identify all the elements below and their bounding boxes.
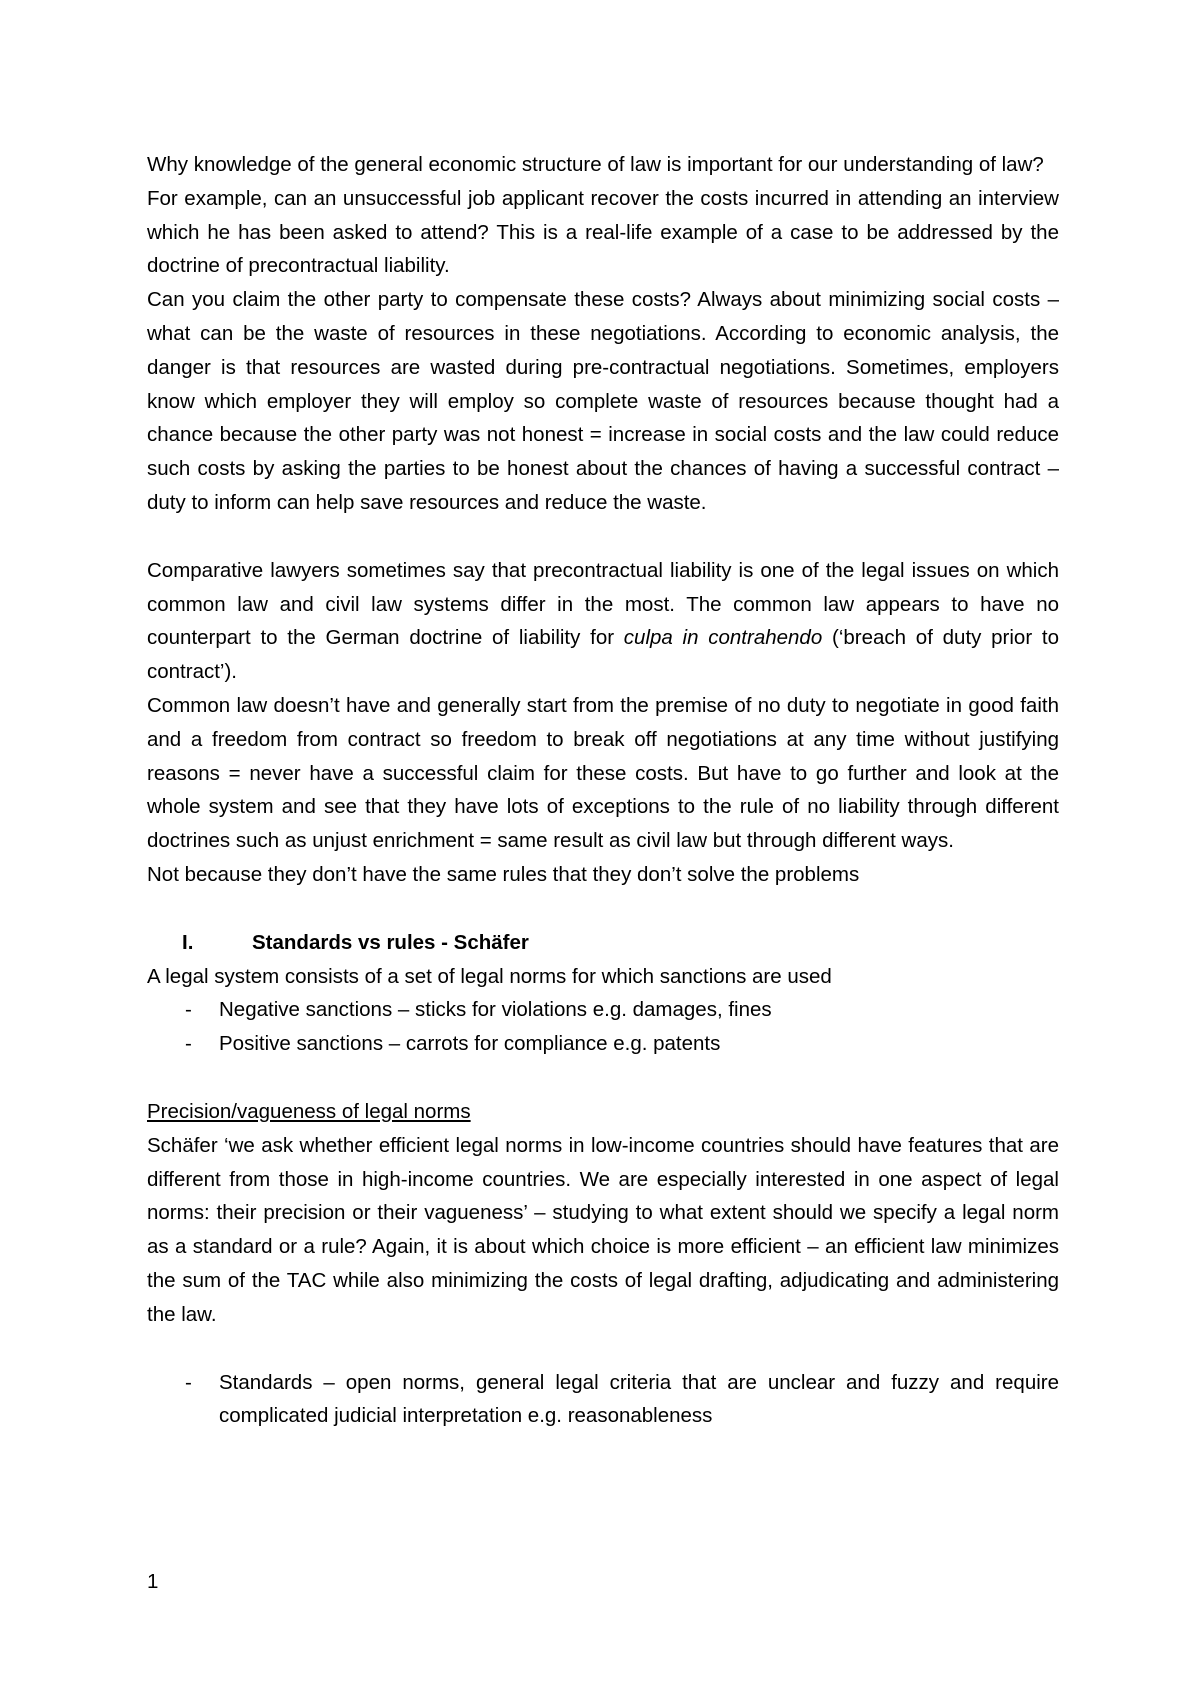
paragraph-question: Why knowledge of the general economic structure of law is important for our understanding of law? — [147, 153, 1044, 176]
section-number: I. — [182, 930, 194, 954]
paragraph-conclusion: Not because they don’t have the same rules that they don’t solve the problems — [147, 862, 860, 886]
document-page — [147, 148, 1059, 1433]
paragraph-spacer — [147, 1332, 1059, 1366]
subsection-title: Precision/vagueness of legal norms — [147, 1099, 471, 1123]
bullet-dash: - — [185, 1032, 192, 1056]
page-number: 1 — [147, 1570, 159, 1593]
section-intro: A legal system consists of a set of legal norms for which sanctions are used — [147, 964, 832, 988]
paragraph-spacer — [147, 520, 1059, 554]
paragraph-spacer — [147, 892, 1059, 926]
paragraph-comparative-end: (‘breach of duty prior to contract’). — [147, 626, 1059, 684]
paragraph-example: For example, can an unsuccessful job applicant recover the costs incurred in attending an interview which he has been asked to attend? This is a real-life example of a case to be addressed by the doctrine of precontractual liability. — [147, 186, 1059, 278]
paragraph-comparative — [147, 554, 1059, 689]
paragraph-spacer — [147, 1061, 1059, 1095]
sanctions-list — [147, 993, 1059, 1061]
list-item-text: Standards – open norms, general legal criteria that are unclear and fuzzy and require complicated judicial interpretation e.g. reasonableness — [219, 1370, 1059, 1428]
subsection-body: Schäfer ‘we ask whether efficient legal norms in low-income countries should have features that are different from those in high-income countries. We are especially interested in one aspect of legal norms: their precision or their vagueness’ – studying to what extent should we specify a legal norm as a standard or a rule? Again, it is about which choice is more efficient – an efficient law minimizes the sum of the TAC while also minimizing the costs of legal drafting, adjudicating and administering the law. — [147, 1133, 1059, 1326]
section-title: Standards vs rules - Schäfer — [252, 930, 529, 954]
standards-list — [147, 1366, 1059, 1434]
paragraph-common-law: Common law doesn’t have and generally start from the premise of no duty to negotiate in good faith and a freedom from contract so freedom to break off negotiations at any time without justifying reasons = never have a successful claim for these costs. But have to go further and look at the whole system and see that they have lots of exceptions to the rule of no liability through different doctrines such as unjust enrichment = same result as civil law but through different ways. — [147, 693, 1059, 853]
paragraph-comparative-text: Comparative lawyers sometimes say that precontractual liability is one of the legal issues on which common law and civil law systems differ in the most. The common law appears to have no counterpart to the German doctrine of liability for — [147, 558, 1059, 650]
bullet-dash: - — [185, 998, 192, 1022]
bullet-dash: - — [185, 1370, 192, 1394]
list-item — [147, 1366, 1059, 1434]
list-item-text: Negative sanctions – sticks for violations e.g. damages, fines — [219, 998, 772, 1022]
list-item-text: Positive sanctions – carrots for compliance e.g. patents — [219, 1032, 721, 1056]
paragraph-compensation: Can you claim the other party to compensate these costs? Always about minimizing social costs – what can be the waste of resources in these negotiations. According to economic analysis, the danger is that resources are wasted during pre-contractual negotiations. Sometimes, employers know which employer they will employ so complete waste of resources because thought had a chance because the other party was not honest = increase in social costs and the law could reduce such costs by asking the parties to be honest about the chances of having a successful contract – duty to inform can help save resources and reduce the waste. — [147, 288, 1059, 514]
section-heading — [147, 926, 1059, 960]
list-item — [147, 993, 1059, 1027]
paragraph-comparative-italic: culpa in contrahendo — [623, 626, 823, 650]
list-item — [147, 1027, 1059, 1061]
